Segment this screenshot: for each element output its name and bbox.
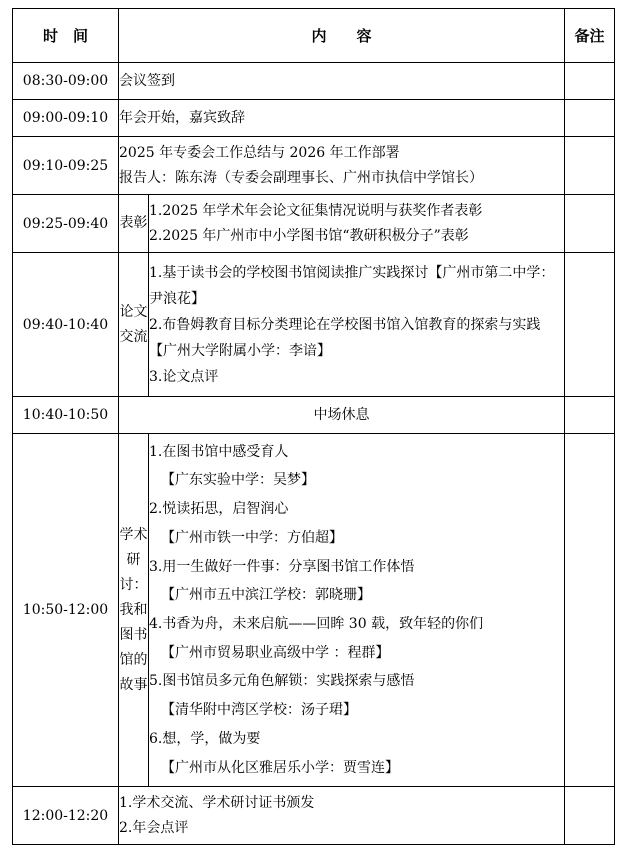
- content-cell: [149, 434, 565, 787]
- content-line: 3.论文点评: [149, 368, 219, 385]
- note-cell: [565, 137, 615, 195]
- note-cell: [565, 434, 615, 787]
- talk-speaker: 【清华附中湾区学校：汤子珺】: [161, 702, 357, 719]
- talk-title: 4.书香为舟，未来启航——回眸 30 载，致年轻的你们: [149, 616, 484, 632]
- time-cell: 09:00-09:10: [13, 100, 119, 137]
- table-row: [13, 137, 615, 195]
- time-cell: 08:30-09:00: [13, 63, 119, 100]
- content-line: 2.布鲁姆教育目标分类理论在学校图书馆入馆教育的探索与实践【广州大学附属小学：李谙】: [149, 316, 541, 359]
- talk-speaker: 【广州市贸易职业高级中学 ：程群】: [161, 644, 390, 661]
- content-line: 1.基于读书会的学校图书馆阅读推广实践探讨【广州市第二中学：尹浪花】: [149, 264, 555, 307]
- talk-title: 6.想，学，做为要: [149, 730, 261, 747]
- content-cell: [149, 195, 565, 253]
- content-line: 2025 年专委会工作总结与 2026 年工作部署: [119, 144, 400, 161]
- time-cell: 09:40-10:40: [13, 253, 119, 397]
- content-cell: [119, 137, 565, 195]
- note-cell: [565, 253, 615, 397]
- header-content: 内 容: [119, 9, 565, 63]
- content-line: 2.2025 年广州市中小学图书馆“教研积极分子”表彰: [149, 227, 469, 244]
- table-row: [13, 63, 615, 100]
- time-cell: 09:10-09:25: [13, 137, 119, 195]
- talk-speaker: 【广州市铁一中学：方伯超】: [161, 529, 343, 546]
- content-cell: [119, 787, 565, 845]
- header-time: 时 间: [13, 9, 119, 63]
- time-cell: 09:25-09:40: [13, 195, 119, 253]
- content-line: 2.年会点评: [119, 819, 189, 836]
- talk-speaker: 【广州市五中滨江学校：郭晓珊】: [161, 587, 371, 604]
- note-cell: [565, 397, 615, 434]
- time-cell: 10:40-10:50: [13, 397, 119, 434]
- header-note: 备注: [565, 9, 615, 63]
- talk-title: 2.悦读拓思，启智润心: [149, 501, 289, 518]
- talk-title: 1.在图书馆中感受育人: [149, 443, 289, 460]
- table-row: [13, 787, 615, 845]
- content-line: 报告人：陈东涛（专委会副理事长、广州市执信中学馆长）: [119, 169, 483, 186]
- talk-speaker: 【广州市从化区雅居乐小学：贾雪连】: [161, 759, 399, 776]
- content-line: 1.学术交流、学术研讨证书颁发: [119, 794, 315, 811]
- table-row: [13, 195, 615, 253]
- table-row: [13, 100, 615, 137]
- talk-speaker: 【广东实验中学：吴梦】: [161, 472, 315, 489]
- note-cell: [565, 787, 615, 845]
- content-cell: [149, 253, 565, 397]
- time-cell: 10:50-12:00: [13, 434, 119, 787]
- content-line: 年会开始，嘉宾致辞: [119, 110, 245, 126]
- content-cell: [119, 63, 565, 100]
- header-row: [13, 9, 615, 63]
- content-line: 会议签到: [119, 73, 175, 89]
- note-cell: [565, 63, 615, 100]
- talk-title: 3.用一生做好一件事：分享图书馆工作体悟: [149, 558, 415, 575]
- time-cell: 12:00-12:20: [13, 787, 119, 845]
- table-row: [13, 434, 615, 787]
- section-label: 表彰: [119, 195, 149, 253]
- note-cell: [565, 100, 615, 137]
- break-cell: 中场休息: [119, 397, 565, 434]
- note-cell: [565, 195, 615, 253]
- content-cell: [119, 100, 565, 137]
- table-row: [13, 253, 615, 397]
- talk-title: 5.图书馆员多元角色解锁：实践探索与感悟: [149, 673, 415, 690]
- schedule-table: [12, 8, 615, 845]
- section-label: 论文交流: [119, 253, 149, 397]
- section-label: 学术研讨：我和图书馆的故事: [119, 434, 149, 787]
- content-line: 1.2025 年学术年会论文征集情况说明与获奖作者表彰: [149, 202, 483, 219]
- table-row: [13, 397, 615, 434]
